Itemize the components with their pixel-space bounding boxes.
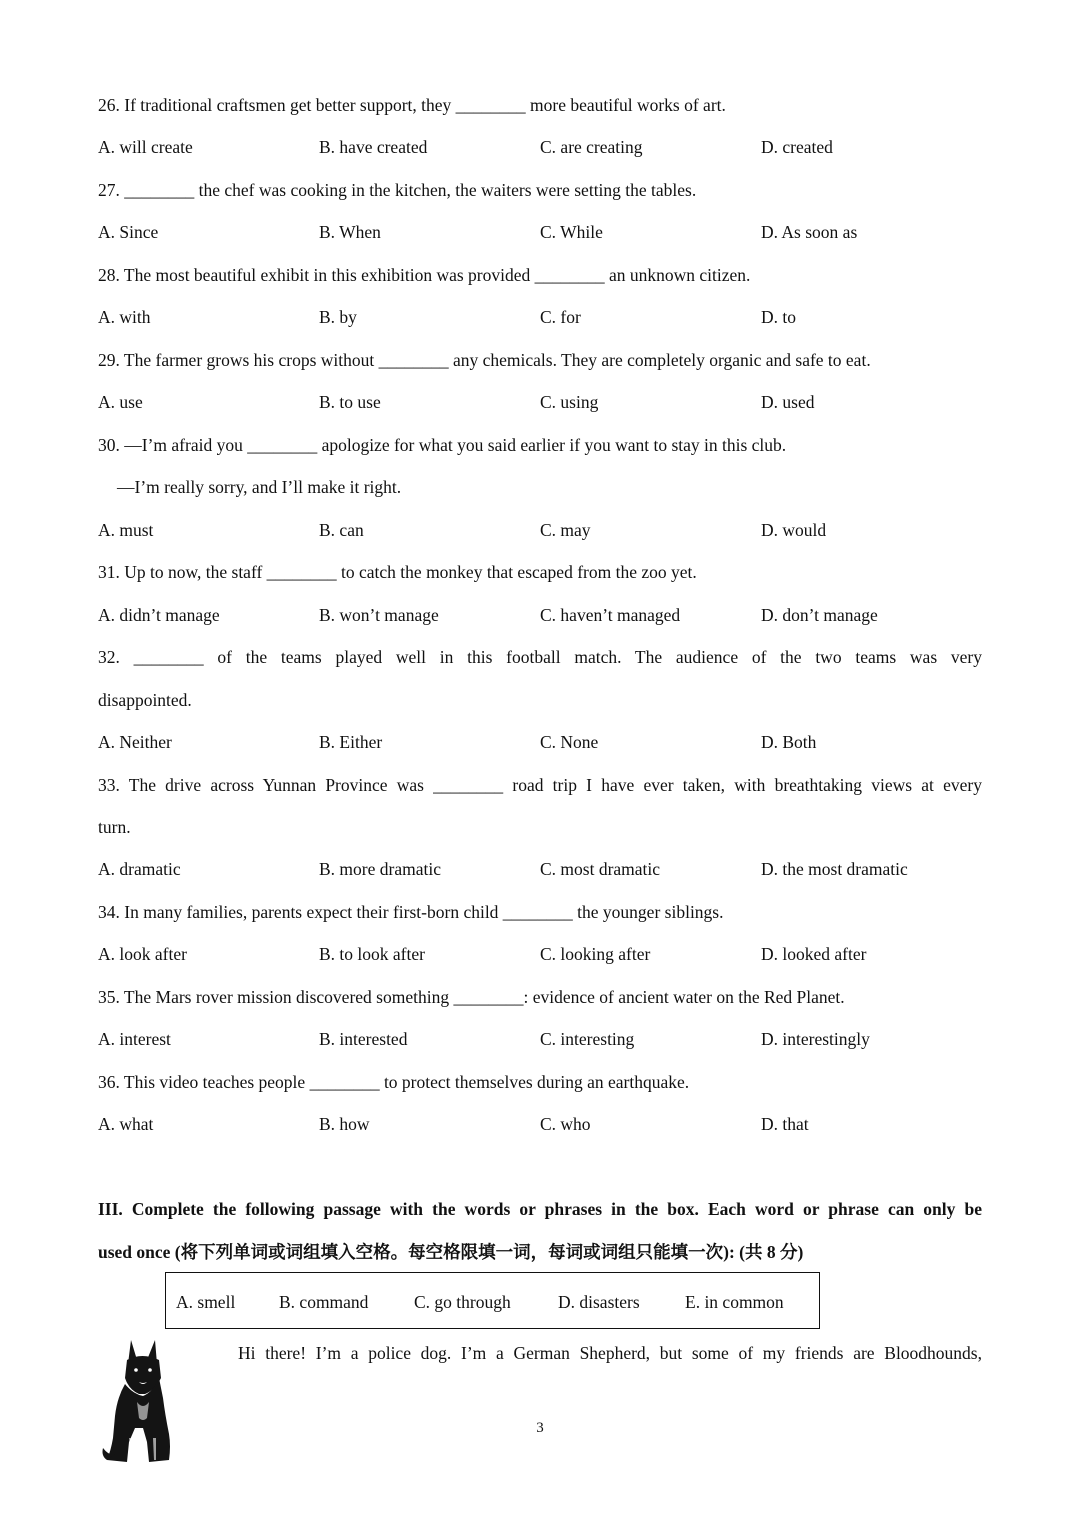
option-a: A. didn’t manage xyxy=(98,605,220,625)
option-c: C. most dramatic xyxy=(540,859,661,879)
option-b: B. can xyxy=(319,520,364,540)
option-a: A. with xyxy=(98,307,151,327)
option-d: D. Both xyxy=(761,732,817,752)
question-28-stem: 28. The most beautiful exhibit in this exhibition was provided ________ an unknown citizen. xyxy=(98,265,751,285)
word-box-item: C. go through xyxy=(414,1292,511,1312)
option-b: B. When xyxy=(319,222,381,242)
option-a: A. will create xyxy=(98,137,193,157)
option-c: C. While xyxy=(540,222,603,242)
question-27-options xyxy=(98,221,998,243)
option-d: D. don’t manage xyxy=(761,605,878,625)
option-c: C. are creating xyxy=(540,137,643,157)
option-b: B. more dramatic xyxy=(319,859,441,879)
option-c: C. for xyxy=(540,307,581,327)
question-33-stem-cont: turn. xyxy=(98,817,131,837)
word-box-item: B. command xyxy=(279,1292,369,1312)
question-28-options xyxy=(98,306,998,328)
option-c: C. None xyxy=(540,732,599,752)
question-32-options xyxy=(98,731,998,753)
question-31-options xyxy=(98,604,998,626)
question-36-options xyxy=(98,1113,998,1135)
option-a: A. what xyxy=(98,1114,154,1134)
question-27-stem: 27. ________ the chef was cooking in the kitchen, the waiters were setting the tables. xyxy=(98,180,697,200)
option-c: C. looking after xyxy=(540,944,651,964)
question-35-options xyxy=(98,1028,998,1050)
question-30-options xyxy=(98,519,998,541)
option-a: A. must xyxy=(98,520,154,540)
option-d: D. used xyxy=(761,392,815,412)
question-30-stem: 30. —I’m afraid you ________ apologize for what you said earlier if you want to stay in this club. xyxy=(98,435,787,455)
option-d: D. the most dramatic xyxy=(761,859,908,879)
option-a: A. Neither xyxy=(98,732,172,752)
option-d: D. As soon as xyxy=(761,222,858,242)
option-a: A. interest xyxy=(98,1029,171,1049)
option-b: B. interested xyxy=(319,1029,408,1049)
option-d: D. to xyxy=(761,307,796,327)
option-d: D. looked after xyxy=(761,944,867,964)
question-34-stem: 34. In many families, parents expect their first-born child ________ the younger siblings. xyxy=(98,902,724,922)
question-30-response: —I’m really sorry, and I’ll make it right. xyxy=(117,477,402,497)
question-29-options xyxy=(98,391,998,413)
question-29-stem: 29. The farmer grows his crops without ________ any chemicals. They are completely organic and safe to eat. xyxy=(98,350,871,370)
question-34-options xyxy=(98,943,998,965)
word-box-item: A. smell xyxy=(176,1292,236,1312)
option-d: D. that xyxy=(761,1114,809,1134)
question-32-stem: 32. ________ of the teams played well in this football match. The audience of the two teams was very xyxy=(98,647,982,667)
option-b: B. have created xyxy=(319,137,428,157)
question-33-options xyxy=(98,858,998,880)
option-b: B. by xyxy=(319,307,357,327)
passage-line-1: Hi there! I’m a police dog. I’m a German Shepherd, but some of my friends are Bloodhounds, xyxy=(238,1343,982,1363)
word-box xyxy=(165,1272,820,1329)
question-32-stem-cont: disappointed. xyxy=(98,690,192,710)
question-35-stem: 35. The Mars rover mission discovered something ________: evidence of ancient water on the Red Planet. xyxy=(98,987,845,1007)
option-a: A. use xyxy=(98,392,143,412)
german-shepherd-dog-illustration xyxy=(99,1338,179,1464)
question-33-stem: 33. The drive across Yunnan Province was ________ road trip I have ever taken, with breathtaking views at every xyxy=(98,775,982,795)
option-d: D. interestingly xyxy=(761,1029,870,1049)
option-d: D. would xyxy=(761,520,827,540)
option-a: A. Since xyxy=(98,222,159,242)
option-d: D. created xyxy=(761,137,833,157)
option-c: C. may xyxy=(540,520,591,540)
word-box-item: D. disasters xyxy=(558,1292,640,1312)
option-a: A. look after xyxy=(98,944,187,964)
section-3-heading: III. Complete the following passage with the words or phrases in the box. Each word or phrase can only be xyxy=(98,1199,982,1219)
word-box-item: E. in common xyxy=(685,1292,784,1312)
option-b: B. Either xyxy=(319,732,383,752)
page-number: 3 xyxy=(536,1420,544,1436)
option-c: C. haven’t managed xyxy=(540,605,681,625)
question-31-stem: 31. Up to now, the staff ________ to catch the monkey that escaped from the zoo yet. xyxy=(98,562,697,582)
section-3-heading-cont: used once (将下列单词或词组填入空格。每空格限填一词，每词或词组只能填一次): (共 8 分) xyxy=(98,1242,804,1262)
option-c: C. using xyxy=(540,392,599,412)
option-a: A. dramatic xyxy=(98,859,181,879)
option-b: B. how xyxy=(319,1114,370,1134)
option-b: B. to look after xyxy=(319,944,425,964)
option-b: B. won’t manage xyxy=(319,605,439,625)
question-26-stem: 26. If traditional craftsmen get better support, they ________ more beautiful works of art. xyxy=(98,95,726,115)
option-c: C. interesting xyxy=(540,1029,635,1049)
option-b: B. to use xyxy=(319,392,381,412)
question-26-options xyxy=(98,136,998,158)
question-36-stem: 36. This video teaches people ________ to protect themselves during an earthquake. xyxy=(98,1072,690,1092)
option-c: C. who xyxy=(540,1114,591,1134)
